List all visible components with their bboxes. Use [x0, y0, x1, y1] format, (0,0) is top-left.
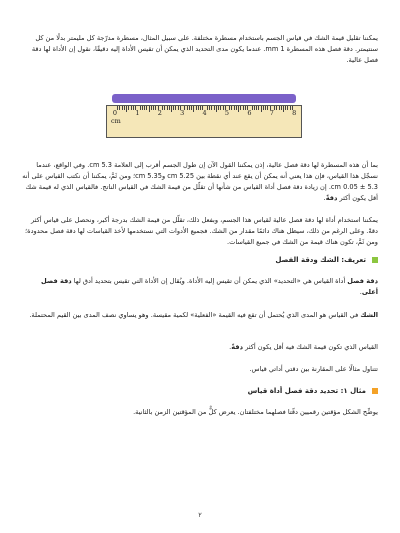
ruler-minor-tick [258, 106, 259, 110]
ruler-unit-label: cm [111, 117, 121, 125]
ruler-number-4: 4 [202, 109, 207, 117]
definition-resolution-text: أداة القياس هي «التحديد» الذي يمكن أن تقيس إليه الأداة. ويُقال إن الأداة التي تقيس بتحديد أدق لها [73, 277, 346, 285]
ruler-minor-tick [140, 106, 141, 110]
ruler-minor-tick [276, 106, 277, 110]
definition-resolution-term2: دقة فصل أعلى [40, 277, 378, 296]
ruler-minor-tick [193, 106, 194, 112]
ruler-number-5: 5 [224, 109, 230, 117]
ruler-minor-tick [254, 106, 255, 110]
ruler-minor-tick [149, 106, 150, 112]
ruler-minor-tick [285, 106, 286, 110]
resolution-text: بما أن هذه المسطرة لها دقة فصل عالية، إذن يمكننا القول الآن إن طول الجسم أقرب إلى العلامة 5.3 cm. وفي الواقع، عندما نسجّل هذا القياس، فإن هذا يعني أنه يمكن أن يقع عند أي نقطة بين 5.25 cm و5.35 cm؛ ومن ثَمَّ، يمكننا أن نكتب القياس على أنه 5.3 ± 0.05 cm. إن زيادة دقة فصل أداة القياس من شأنها أن تقلّل من قيمة الشك في القياس الناتج. فالقياس الذي له قيمة شك أقل يكون أكثر [22, 161, 378, 202]
ruler-minor-tick [214, 106, 215, 110]
ruler-minor-tick [243, 106, 244, 110]
ruler-minor-tick [117, 106, 118, 110]
ruler-minor-tick [155, 106, 156, 110]
ruler-minor-tick [290, 106, 291, 110]
ruler-number-7: 7 [269, 109, 274, 117]
ruler-minor-tick [261, 106, 262, 112]
ruler-minor-tick [142, 106, 143, 110]
ruler-minor-tick [144, 106, 145, 110]
example-paragraph: يوضِّح الشكل مؤقتين رقميين دقّتا فصلهما مختلفتان. يعرض كلٌّ من المؤقتين الزمن بالثانية. [133, 408, 378, 416]
ruler-number-8: 8 [292, 109, 297, 117]
ruler-minor-tick [287, 106, 288, 110]
definition-uncertainty [22, 310, 378, 321]
ruler-minor-tick [126, 106, 127, 112]
definition-precision-text: القياس الذي تكون قيمة الشك فيه أقل يكون أكثر [245, 343, 378, 351]
definition-resolution: دقة فصل أداة القياس هي «التحديد» الذي يمكن أن تقيس إليه الأداة. ويُقال إن الأداة التي تقيس بتحديد أدق لها دقة فصل أعلى. [40, 277, 378, 296]
ruler-minor-tick [274, 106, 275, 110]
ruler-minor-tick [169, 106, 170, 110]
ruler-number-6: 6 [247, 109, 252, 117]
ruler-minor-tick [209, 106, 210, 110]
resolution-bold-term: دقةً [325, 194, 338, 202]
ruler-minor-tick [245, 106, 246, 110]
green-square-icon [372, 257, 378, 263]
ruler-minor-tick [196, 106, 197, 110]
ruler-minor-tick [146, 106, 147, 110]
ruler-minor-tick [234, 106, 235, 110]
ruler-minor-tick [207, 106, 208, 110]
ruler-minor-tick [263, 106, 264, 110]
definition-resolution-term: دقة فصل [347, 277, 378, 285]
ruler-minor-tick [175, 106, 176, 110]
ruler-minor-tick [218, 106, 219, 110]
definition-precision: القياس الذي تكون قيمة الشك فيه أقل يكون أكثر دقةً. [229, 343, 378, 351]
ruler-minor-tick [151, 106, 152, 110]
ruler-minor-tick [173, 106, 174, 110]
ruler-minor-tick [133, 106, 134, 110]
ruler-minor-tick [131, 106, 132, 110]
ruler-minor-tick [200, 106, 201, 110]
definition-precision-term: دقةً [231, 343, 243, 351]
measured-object-bar [112, 94, 296, 103]
ruler-minor-tick [267, 106, 268, 110]
uncertainty-paragraph: يمكننا استخدام أداة لها دقة فصل عالية لقياس هذا الجسم، وبفعل ذلك، تقلّل من قيمة الشك بدرجة أكبر، ونحصل على قياس أكثر دقةً. وعلى الرغم من ذلك، سيظل هناك دائمًا مقدار من الشك. فجميع الأدوات التي نستخدمها لأخذ القياسات لها دقة فصل محدودة؛ ومن ثَمَّ، تكون هناك قيمة من الشك في جميع القياسات. [25, 216, 378, 246]
ruler-number-2: 2 [157, 109, 162, 117]
ruler-minor-tick [128, 106, 129, 110]
ruler-minor-tick [191, 106, 192, 110]
ruler-minor-tick [283, 106, 284, 112]
ruler-minor-tick [211, 106, 212, 110]
ruler-minor-tick [122, 106, 123, 110]
orange-square-icon [372, 388, 378, 394]
ruler-minor-tick [164, 106, 165, 110]
ruler-minor-tick [162, 106, 163, 110]
definition-heading-text: تعريف: الشك ودقة الفصل [275, 256, 366, 264]
definition-uncertainty-text: في القياس هو المدى الذي يُحتمل أن تقع فيه القيمة «الفعلية» لكمية مقيسة. وهو يساوي نصف المدى بين القيم المحتملة. [29, 311, 359, 319]
intro-paragraph: يمكننا تقليل قيمة الشك في قياس الجسم باستخدام مسطرة مختلفة. على سبيل المثال، مسطرة مدرّجة كل مليمتر بدلًا من كل سنتيمتر. دقة فصل هذه المسطرة 1 mm. عندما يكون مدى التحديد الذي يمكن أن تقيس الأداة إليه دقيقًا، نقول إن الأداة لها دقة فصل عالية. [31, 34, 378, 64]
ruler-number-1: 1 [135, 109, 140, 117]
ruler-minor-tick [281, 106, 282, 110]
example-heading [22, 385, 378, 397]
ruler-number-0: 0 [112, 109, 118, 117]
ruler-minor-tick [187, 106, 188, 110]
example-intro: تتناول مثالًا على المقارنة بين دقتي أداتي قياس. [249, 365, 378, 373]
definition-uncertainty-term: الشك [360, 311, 378, 319]
ruler-minor-tick [236, 106, 237, 110]
ruler-minor-tick [240, 106, 241, 110]
definition-heading [22, 254, 378, 266]
ruler-minor-tick [189, 106, 190, 110]
ruler-minor-tick [198, 106, 199, 110]
ruler-minor-tick [220, 106, 221, 110]
ruler-minor-tick [252, 106, 253, 110]
ruler-minor-tick [119, 106, 120, 110]
ruler-minor-tick [279, 106, 280, 110]
ruler-minor-tick [178, 106, 179, 110]
ruler-minor-tick [184, 106, 185, 110]
ruler-minor-tick [238, 106, 239, 112]
centimeter-ruler [106, 105, 302, 138]
ruler-minor-tick [167, 106, 168, 110]
ruler-minor-tick [124, 106, 125, 110]
ruler-minor-tick [223, 106, 224, 110]
ruler-minor-tick [265, 106, 266, 110]
ruler-minor-tick [171, 106, 172, 112]
ruler-minor-tick [256, 106, 257, 110]
ruler-minor-tick [231, 106, 232, 110]
ruler-minor-tick [229, 106, 230, 110]
ruler-minor-tick [216, 106, 217, 112]
resolution-paragraph: بما أن هذه المسطرة لها دقة فصل عالية، إذن يمكننا القول الآن إن طول الجسم أقرب إلى العلامة 5.3 cm. وفي الواقع، عندما نسجّل هذا القياس، فإن هذا يعني أنه يمكن أن يقع عند أي نقطة بين 5.25 cm و5.35 cm؛ ومن ثَمَّ، يمكننا أن نكتب القياس على أنه 5.3 ± 0.05 cm. إن زيادة دقة فصل أداة القياس من شأنها أن تقلّل من قيمة الشك في القياس الناتج. فالقياس الذي له قيمة شك أقل يكون أكثر دقةً. [22, 161, 378, 202]
ruler-minor-tick [153, 106, 154, 110]
ruler-figure [106, 94, 302, 138]
page-number: ٢ [198, 511, 202, 519]
example-heading-text: مثال ١: تحديد دقة فصل أداة قياس [247, 387, 366, 395]
ruler-number-3: 3 [180, 109, 185, 117]
